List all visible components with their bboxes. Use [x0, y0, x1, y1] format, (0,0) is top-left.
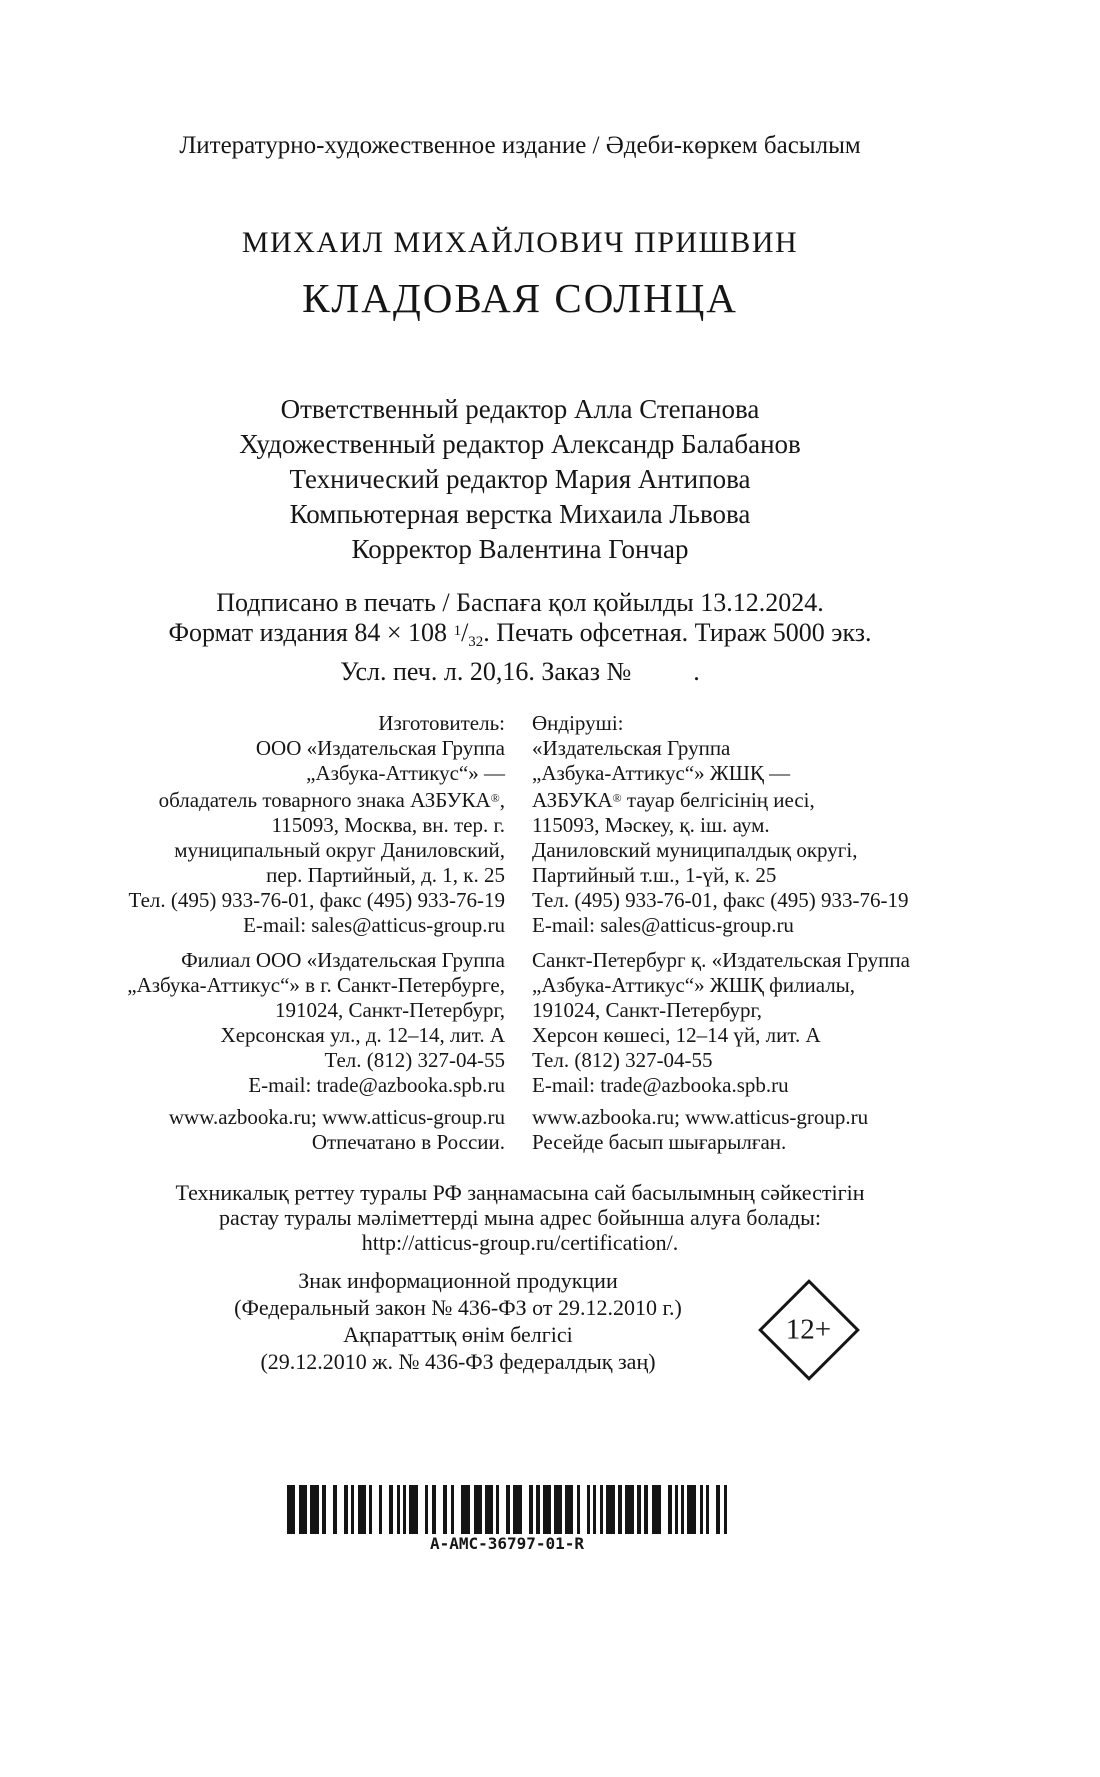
- age-rating-label: 12+: [786, 1313, 832, 1346]
- author-name: МИХАИЛ МИХАЙЛОВИЧ ПРИШВИН: [241, 226, 799, 259]
- format-fraction-denominator: 32: [468, 634, 484, 650]
- imprint-column-russian: [60, 711, 505, 1155]
- branch-ru-line: Филиал ООО «Издательская Группа: [181, 948, 505, 972]
- age-mark-line-4: (29.12.2010 ж. № 436-ФЗ федералдық заң): [260, 1349, 656, 1374]
- barcode: [287, 1485, 727, 1534]
- websites-line-ru: www.azbooka.ru; www.atticus-group.ru: [168, 1105, 505, 1129]
- manufacturer-ru-line: обладатель товарного знака АЗБУКА®,: [158, 788, 505, 812]
- barcode-label: A-AMC-36797-01-R: [429, 1534, 585, 1553]
- order-suffix: .: [693, 657, 700, 686]
- registered-trademark-icon: ®: [612, 791, 622, 805]
- certification-url: http://atticus-group.ru/certification/.: [361, 1230, 679, 1255]
- manufacturer-block-kz: [532, 711, 957, 938]
- branch-block-kz: [532, 948, 957, 1098]
- manufacturer-ru-line: муниципальный округ Даниловский,: [174, 838, 505, 862]
- age-mark-note: [60, 1267, 856, 1375]
- manufacturer-ru-line: ООО «Издательская Группа: [255, 736, 505, 760]
- branch-ru-phone: Тел. (812) 327-04-55: [324, 1048, 505, 1072]
- manufacturer-block-ru: [60, 711, 505, 938]
- branch-ru-line: Херсонская ул., д. 12–14, лит. А: [220, 1023, 505, 1047]
- branch-kz-line: Санкт-Петербург қ. «Издательская Группа: [532, 948, 910, 972]
- staff-credits: [60, 392, 980, 567]
- branch-kz-line: „Азбука-Аттикус“» ЖШҚ филиалы,: [532, 973, 856, 997]
- staff-line-5: Корректор Валентина Гончар: [351, 534, 689, 564]
- manufacturer-ru-line: 115093, Москва, вн. тер. г.: [271, 813, 505, 837]
- format-fraction-slash: /: [461, 618, 469, 647]
- format-prefix: Формат издания 84 × 108: [168, 618, 454, 647]
- manufacturer-ru-phone: Тел. (495) 933-76-01, факс (495) 933-76-19: [128, 888, 505, 912]
- staff-line-3: Технический редактор Мария Антипова: [289, 464, 751, 494]
- branch-ru-line: „Азбука-Аттикус“» в г. Санкт-Петербурге,: [127, 973, 505, 997]
- age-mark-line-1: Знак информационной продукции: [298, 1268, 618, 1293]
- branch-block-ru: [60, 948, 505, 1098]
- manufacturer-kz-line: 115093, Мәскеу, қ. іш. аум.: [532, 813, 770, 837]
- certification-line-1: Техникалық реттеу туралы РФ заңнамасына сай басылымның сәйкестігін: [175, 1180, 865, 1205]
- web-block-kz: [532, 1105, 957, 1155]
- manufacturer-kz-phone: Тел. (495) 933-76-01, факс (495) 933-76-19: [532, 888, 909, 912]
- manufacturer-kz-line: „Азбука-Аттикус“» ЖШҚ —: [532, 761, 791, 785]
- manufacturer-kz-line: Өндіруші:: [532, 711, 624, 735]
- manufacturer-kz-line: Даниловский муниципалдық округі,: [532, 838, 858, 862]
- manufacturer-ru-line: Изготовитель:: [378, 711, 505, 735]
- registered-trademark-icon: ®: [490, 791, 500, 805]
- format-fraction-numerator: 1: [453, 623, 462, 639]
- age-mark-line-3: Ақпараттық өнім белгісі: [343, 1322, 573, 1347]
- printed-in-line-ru: Отпечатано в России.: [311, 1130, 505, 1154]
- websites-line-kz: www.azbooka.ru; www.atticus-group.ru: [532, 1105, 869, 1129]
- format-suffix: . Печать офсетная. Тираж 5000 экз.: [483, 618, 872, 647]
- order-prefix: Усл. печ. л. 20,16. Заказ №: [340, 657, 632, 686]
- branch-ru-email: E-mail: trade@azbooka.spb.ru: [248, 1073, 505, 1097]
- staff-line-1: Ответственный редактор Алла Степанова: [280, 394, 760, 424]
- manufacturer-ru-email: E-mail: sales@atticus-group.ru: [243, 913, 505, 937]
- format-line: [60, 617, 980, 657]
- manufacturer-ru-line: пер. Партийный, д. 1, к. 25: [266, 863, 505, 887]
- manufacturer-kz-line: «Издательская Группа: [532, 736, 731, 760]
- manufacturer-ru-line: „Азбука-Аттикус“» —: [306, 761, 505, 785]
- branch-kz-email: E-mail: trade@azbooka.spb.ru: [532, 1073, 789, 1097]
- web-block-ru: [60, 1105, 505, 1155]
- edition-type-line: Литературно-художественное издание / Әдеби-көркем басылым: [179, 132, 861, 159]
- certification-note: [60, 1180, 980, 1255]
- branch-kz-phone: Тел. (812) 327-04-55: [532, 1048, 713, 1072]
- manufacturer-kz-email: E-mail: sales@atticus-group.ru: [532, 913, 794, 937]
- age-mark-line-2: (Федеральный закон № 436-ФЗ от 29.12.2010 г.): [234, 1295, 682, 1320]
- certification-line-2: растау туралы мәліметтерді мына адрес бойынша алуға болады:: [218, 1205, 822, 1230]
- branch-kz-line: Херсон көшесі, 12–14 үй, лит. А: [532, 1023, 821, 1047]
- manufacturer-kz-line: Партийный т.ш., 1-үй, к. 25: [532, 863, 777, 887]
- branch-ru-line: 191024, Санкт-Петербург,: [274, 998, 505, 1022]
- print-run-info: [60, 588, 980, 686]
- branch-kz-line: 191024, Санкт-Петербург,: [532, 998, 763, 1022]
- order-line: [60, 657, 980, 686]
- printed-in-line-kz: Ресейде басып шығарылған.: [532, 1130, 787, 1154]
- imprint-column-kazakh: [532, 711, 957, 1155]
- signed-to-print-line: Подписано в печать / Баспаға қол қойылды 13.12.2024.: [216, 588, 824, 617]
- staff-line-4: Компьютерная верстка Михаила Львова: [289, 499, 751, 529]
- book-title: КЛАДОВАЯ СОЛНЦА: [302, 275, 738, 321]
- manufacturer-kz-line: АЗБУКА® тауар белгісінің иесі,: [532, 788, 815, 812]
- staff-line-2: Художественный редактор Александр Балабанов: [239, 429, 801, 459]
